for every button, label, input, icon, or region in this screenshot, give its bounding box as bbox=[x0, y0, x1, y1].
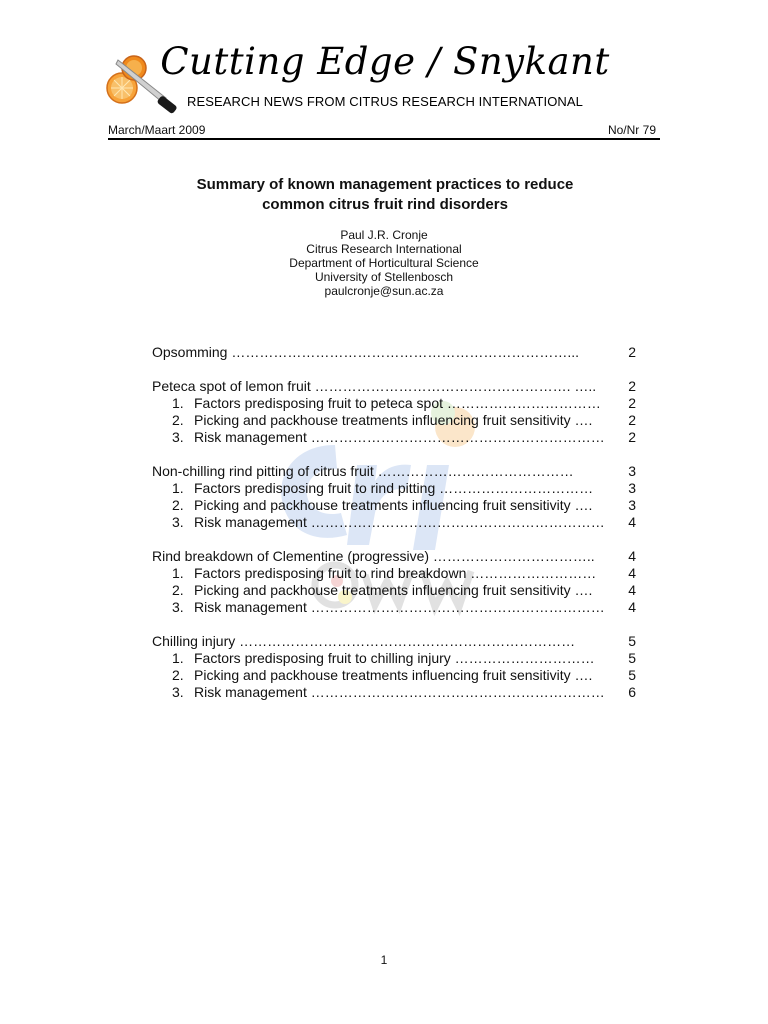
article-title-line-2: common citrus fruit rind disorders bbox=[262, 196, 508, 213]
article-title-line-1: Summary of known management practices to reduce bbox=[196, 176, 574, 193]
toc-item-text: Picking and packhouse treatments influencing fruit sensitivity …. bbox=[194, 582, 593, 598]
toc-item-text: Picking and packhouse treatments influencing fruit sensitivity …. bbox=[194, 667, 593, 683]
toc-page-number: 4 bbox=[628, 514, 636, 530]
toc-item-row[interactable] bbox=[152, 395, 636, 412]
toc-item-number: 2. bbox=[172, 412, 184, 428]
toc-item-row[interactable] bbox=[152, 582, 636, 599]
toc-page-number: 4 bbox=[628, 548, 636, 564]
issue-date: March/Maart 2009 bbox=[108, 123, 206, 137]
toc-page-number: 2 bbox=[628, 429, 636, 445]
toc-item-number: 3. bbox=[172, 514, 184, 530]
toc-heading: Chilling injury ……………………………………………………………… bbox=[152, 633, 576, 649]
toc-heading: Peteca spot of lemon fruit ………………………………………………. ….. bbox=[152, 378, 597, 394]
toc-page-number: 3 bbox=[628, 497, 636, 513]
toc-item-number: 2. bbox=[172, 497, 184, 513]
author-org: Citrus Research International bbox=[306, 242, 462, 256]
toc-item-row[interactable] bbox=[152, 480, 636, 497]
toc-item-number: 3. bbox=[172, 429, 184, 445]
toc-heading-row[interactable] bbox=[152, 633, 636, 650]
toc-item-row[interactable] bbox=[152, 429, 636, 446]
toc-item-text: Picking and packhouse treatments influencing fruit sensitivity …. bbox=[194, 497, 593, 513]
toc-item-row[interactable] bbox=[152, 667, 636, 684]
toc-section-non-chilling-rind-pitting bbox=[152, 463, 636, 531]
toc-item-number: 1. bbox=[172, 650, 184, 666]
toc-page-number: 4 bbox=[628, 565, 636, 581]
author-name: Paul J.R. Cronje bbox=[340, 228, 428, 242]
masthead-title: Cutting Edge / Snykant bbox=[160, 40, 610, 83]
toc-item-number: 3. bbox=[172, 599, 184, 615]
toc-section-opsomming bbox=[152, 344, 636, 361]
toc-item-text: Factors predisposing fruit to peteca spot …………………………… bbox=[194, 395, 601, 411]
toc-item-row[interactable] bbox=[152, 514, 636, 531]
toc-page-number: 2 bbox=[628, 412, 636, 428]
toc-page-number: 5 bbox=[628, 650, 636, 666]
toc-item-row[interactable] bbox=[152, 497, 636, 514]
toc-item-number: 1. bbox=[172, 395, 184, 411]
toc-item-text: Risk management ……………………………………………………… bbox=[194, 429, 605, 445]
toc-item-text: Risk management ……………………………………………………… bbox=[194, 514, 605, 530]
toc-page-number: 5 bbox=[628, 633, 636, 649]
toc-section-rind-breakdown bbox=[152, 548, 636, 616]
toc-item-text: Factors predisposing fruit to chilling injury ………………………… bbox=[194, 650, 595, 666]
toc-item-number: 2. bbox=[172, 582, 184, 598]
toc-item-row[interactable] bbox=[152, 412, 636, 429]
toc-page-number: 2 bbox=[628, 378, 636, 394]
toc-heading-row[interactable] bbox=[152, 463, 636, 480]
toc-section-peteca-spot bbox=[152, 378, 636, 446]
toc-heading: Opsomming ………………………………………………………………... bbox=[152, 344, 580, 360]
toc-item-number: 1. bbox=[172, 565, 184, 581]
toc-item-number: 2. bbox=[172, 667, 184, 683]
toc-item-row[interactable] bbox=[152, 684, 636, 701]
header-rule bbox=[108, 138, 660, 140]
toc-page-number: 4 bbox=[628, 582, 636, 598]
toc-item-number: 3. bbox=[172, 684, 184, 700]
toc-item-row[interactable] bbox=[152, 599, 636, 616]
toc-section-chilling-injury bbox=[152, 633, 636, 701]
toc-item-number: 1. bbox=[172, 480, 184, 496]
toc-page-number: 3 bbox=[628, 480, 636, 496]
toc-page-number: 2 bbox=[628, 395, 636, 411]
toc-item-row[interactable] bbox=[152, 565, 636, 582]
author-email: paulcronje@sun.ac.za bbox=[324, 284, 444, 298]
toc-item-text: Factors predisposing fruit to rind pitting …………………………… bbox=[194, 480, 594, 496]
toc-item-text: Picking and packhouse treatments influencing fruit sensitivity …. bbox=[194, 412, 593, 428]
table-of-contents bbox=[152, 344, 636, 718]
toc-item-text: Risk management ……………………………………………………… bbox=[194, 684, 605, 700]
toc-item-row[interactable] bbox=[152, 650, 636, 667]
toc-item-text: Risk management ……………………………………………………… bbox=[194, 599, 605, 615]
issue-number: No/Nr 79 bbox=[607, 123, 656, 137]
toc-page-number: 3 bbox=[628, 463, 636, 479]
toc-page-number: 4 bbox=[628, 599, 636, 615]
article-title bbox=[120, 175, 650, 215]
toc-page-number: 2 bbox=[628, 344, 636, 360]
author-university: University of Stellenbosch bbox=[314, 270, 454, 284]
toc-heading-row[interactable] bbox=[152, 344, 636, 361]
toc-page-number: 5 bbox=[628, 667, 636, 683]
toc-heading-row[interactable] bbox=[152, 378, 636, 395]
toc-heading: Non-chilling rind pitting of citrus fruit …………………………………… bbox=[152, 463, 574, 479]
toc-item-text: Factors predisposing fruit to rind breakdown ……………………… bbox=[194, 565, 597, 581]
toc-heading-row[interactable] bbox=[152, 548, 636, 565]
toc-page-number: 6 bbox=[628, 684, 636, 700]
author-block bbox=[200, 228, 568, 298]
masthead-subtitle: RESEARCH NEWS FROM CITRUS RESEARCH INTERNATIONAL bbox=[186, 94, 584, 109]
author-dept: Department of Horticultural Science bbox=[289, 256, 479, 270]
page-number: 1 bbox=[380, 953, 388, 967]
toc-heading: Rind breakdown of Clementine (progressive) …………………………….. bbox=[152, 548, 595, 564]
